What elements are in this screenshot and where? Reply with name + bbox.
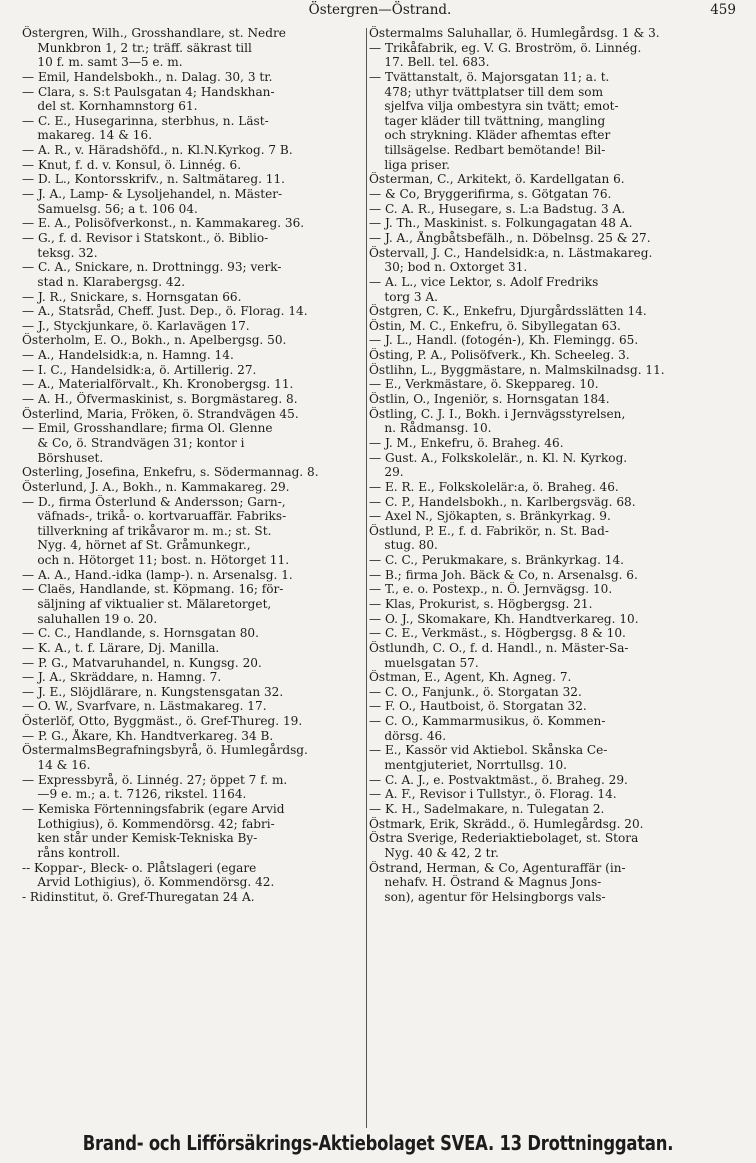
directory-entry-line: Österholm, E. O., Bokh., n. Apelbergsg. 50. [22,333,287,348]
directory-entry-line: Östrand, Herman, & Co, Agenturaffär (in- [369,860,626,875]
directory-entry-line: — A. H., Öfvermaskinist, s. Borgmästareg. 8. [22,392,298,407]
directory-entry-line: dörsg. 46. [369,728,447,743]
directory-entry-line: —9 e. m.; a. t. 7126, rikstel. 1164. [22,787,247,802]
directory-entry-line: 14 & 16. [22,758,91,773]
directory-entry-line: — C. A. R., Husegare, s. L:a Badstug. 3 A. [369,201,626,216]
directory-entry-line: Börshuset. [22,450,104,465]
directory-entry-line: — A., Statsråd, Cheff. Just. Dep., ö. Florag. 14. [22,304,308,319]
directory-entry-line: och n. Hötorget 11; bost. n. Hötorget 11. [22,553,290,568]
directory-entry-line: Östlihn, L., Byggmästare, n. Malmskilnadsg. 11. [369,362,665,377]
directory-entry-line: -- Koppar-, Bleck- o. Plåtslageri (egare [22,860,257,875]
directory-entry-line: — Axel N., Sjökapten, s. Bränkyrkag. 9. [369,509,611,524]
directory-entry-line: — B.; firma Joh. Bäck & Co, n. Arsenalsg. 6. [369,567,638,582]
directory-entry-line: Osterling, Josefina, Enkefru, s. Södermannag. 8. [22,465,319,480]
directory-entry-line: Österlöf, Otto, Byggmäst., ö. Gref-Thureg. 19. [22,714,303,729]
directory-entry-line: liga priser. [369,157,450,172]
directory-entry-line: — E. A., Polisöfverkonst., n. Kammakareg. 36. [22,216,305,231]
directory-entry-line: — T., e. o. Postexp., n. Ö. Jernvägsg. 10. [369,582,613,597]
directory-entry-line: — I. C., Handelsidk:a, ö. Artillerig. 27. [22,362,257,377]
directory-entry-line: sjelfva vilja ombestyra sin tvätt; emot- [369,99,619,114]
directory-entry-line: Östmark, Erik, Skrädd., ö. Humlegårdsg. 20. [369,816,644,831]
directory-entry-line: — A. A., Hand.-idka (lamp-). n. Arsenalsg. 1. [22,567,293,582]
directory-entry-line: teksg. 32. [22,245,98,260]
directory-entry-line: Österman, C., Arkitekt, ö. Kardellgatan 6. [369,172,625,187]
directory-entry-line: Nyg. 40 & 42, 2 tr. [369,845,499,860]
directory-entry-line: — Klas, Prokurist, s. Högbergsg. 21. [369,596,593,611]
directory-entry-line: n. Rådmansg. 10. [369,421,492,436]
directory-entry-line: — Tvättanstalt, ö. Majorsgatan 11; a. t. [369,69,610,84]
directory-entry-line: — Emil, Handelsbokh., n. Dalag. 30, 3 tr. [22,69,273,84]
directory-entry-line: — E., Kassör vid Aktiebol. Skånska Ce- [369,743,608,758]
directory-entry-line: — E. R. E., Folkskolelär:a, ö. Braheg. 46. [369,479,619,494]
directory-entry-line: — C. O., Fanjunk., ö. Storgatan 32. [369,684,582,699]
column-divider [366,28,367,1128]
directory-entry-line: 10 f. m. samt 3—5 e. m. [22,55,183,70]
footer-advert: Brand- och Lifförsäkrings-Aktiebolaget SVEA. 13 Drottninggatan. [82,1131,674,1155]
directory-entry-line: — Clara, s. S:t Paulsgatan 4; Handskhan- [22,84,275,99]
directory-entry-line: — O. J., Skomakare, Kh. Handtverkareg. 10. [369,611,639,626]
directory-entry-line: Nyg. 4, hörnet af St. Gråmunkegr., [22,538,251,553]
directory-entry-line: Österlund, J. A., Bokh., n. Kammakareg. 29. [22,479,290,494]
directory-entry-line: — P. G., Åkare, Kh. Handtverkareg. 34 B. [22,728,274,743]
directory-entry-line: — A. R., v. Häradshöfd., n. Kl.N.Kyrkog. 7 B. [22,143,293,158]
directory-entry-line: — A., Materialförvalt., Kh. Kronobergsg. 11. [22,377,294,392]
directory-entry-line: — E., Verkmästare, ö. Skeppareg. 10. [369,377,599,392]
directory-entry-line: ÖstermalmsBegrafningsbyrå, ö. Humlegårdsg. [22,743,308,758]
directory-entry-line: Östgren, C. K., Enkefru, Djurgårdsslätten 14. [369,304,647,319]
directory-entry-line: — Emil, Grosshandlare; firma Ol. Glenne [22,421,273,436]
directory-entry-line: — Gust. A., Folkskolelär., n. Kl. N. Kyrkog. [369,450,628,465]
directory-entry-line: - Ridinstitut, ö. Gref-Thuregatan 24 A. [22,889,255,904]
directory-entry-line: Samuelsg. 56; a t. 106 04. [22,201,198,216]
directory-entry-line: — A., Handelsidk:a, n. Hamng. 14. [22,348,234,363]
directory-entry-line: tillverkning af trikåvaror m. m.; st. St. [22,523,272,538]
directory-entry-line: — Kemiska Förtenningsfabrik (egare Arvid [22,801,285,816]
running-title: Östergren—Östrand. [308,2,452,18]
directory-entry-line: — C. O., Kammarmusikus, ö. Kommen- [369,714,606,729]
directory-entry-line: & Co, ö. Strandvägen 31; kontor i [22,435,245,450]
directory-entry-line: säljning af viktualier st. Mälaretorget, [22,596,272,611]
directory-entry-line: Östin, M. C., Enkefru, ö. Sibyllegatan 63. [369,318,621,333]
directory-entry-line: — K. A., t. f. Lärare, Dj. Manilla. [22,640,220,655]
directory-entry-line: — C. A., Snickare, n. Drottningg. 93; verk- [22,260,282,275]
directory-entry-line: saluhallen 19 o. 20. [22,611,158,626]
directory-entry-line: Östlundh, C. O., f. d. Handl., n. Mäster-Sa- [369,640,629,655]
directory-entry-line: 17. Bell. tel. 683. [369,55,490,70]
directory-entry-line: — C. P., Handelsbokh., n. Karlbergsväg. 68. [369,494,636,509]
directory-entry-line: — O. W., Svarfvare, n. Lästmakareg. 17. [22,699,267,714]
directory-entry-line: — J. L., Handl. (fotogén-), Kh. Flemingg. 65. [369,333,639,348]
directory-entry-line: Östergren, Wilh., Grosshandlare, st. Nedre [22,26,286,40]
directory-entry-line: — D. L., Kontorsskrifv., n. Saltmätareg. 11. [22,172,286,187]
directory-entry-line: och strykning. Kläder afhemtas efter [369,128,611,143]
directory-entry-line: — C. E., Husegarinna, sterbhus, n. Läst- [22,113,269,128]
directory-entry-line: torg 3 A. [369,289,439,304]
directory-entry-line: — J., Styckjunkare, ö. Karlavägen 17. [22,318,250,333]
directory-entry-line: del st. Kornhamnstorg 61. [22,99,198,114]
directory-entry-line: råns kontroll. [22,845,121,860]
directory-entry-line: — Knut, f. d. v. Konsul, ö. Linnég. 6. [22,157,242,172]
directory-entry-line: — D., firma Österlund & Andersson; Garn-, [22,494,286,509]
directory-entry-line: Arvid Lothigius), ö. Kommendörsg. 42. [22,875,275,890]
directory-entry-line: Östermalms Saluhallar, ö. Humlegårdsg. 1 & 3. [369,26,660,40]
directory-entry-line: — Expressbyrå, ö. Linnég. 27; öppet 7 f. m. [22,772,288,787]
directory-entry-line: — P. G., Matvaruhandel, n. Kungsg. 20. [22,655,262,670]
directory-entry-line: — K. H., Sadelmakare, n. Tulegatan 2. [369,801,605,816]
directory-entry-line: muelsgatan 57. [369,655,479,670]
directory-entry-line: 478; uthyr tvättplatser till dem som [369,84,604,99]
directory-entry-line: — C. C., Handlande, s. Hornsgatan 80. [22,626,259,641]
directory-entry-line: nehafv. H. Östrand & Magnus Jons- [369,875,602,890]
directory-entry-line: Östervall, J. C., Handelsidk:a, n. Lästmakareg. [369,245,653,260]
directory-entry-line: Östlin, O., Ingeniör, s. Hornsgatan 184. [369,392,610,407]
directory-entry-line: Lothigius), ö. Kommendörsg. 42; fabri- [22,816,275,831]
directory-entry-line: makareg. 14 & 16. [22,128,153,143]
directory-entry-line: stug. 80. [369,538,438,553]
directory-entry-line: väfnads-, trikå- o. kortvaruaffär. Fabriks- [22,509,287,524]
directory-entry-line: — Claës, Handlande, st. Köpmang. 16; för- [22,582,284,597]
directory-entry-line: Österlind, Maria, Fröken, ö. Strandvägen 45. [22,406,299,421]
directory-entry-line: — C. E., Verkmäst., s. Högbergsg. 8 & 10. [369,626,626,641]
directory-entry-line: — J. M., Enkefru, ö. Braheg. 46. [369,435,564,450]
directory-entry-line: Östra Sverige, Rederiaktiebolaget, st. Stora [369,831,639,846]
directory-entry-line: — J. A., Ångbåtsbefälh., n. Döbelnsg. 25 & 27. [369,230,651,245]
directory-entry-line: — C. A. J., e. Postvaktmäst., ö. Braheg. 29. [369,772,628,787]
directory-entry-line: — J. A., Skräddare, n. Hamng. 7. [22,670,222,685]
directory-entry-line: — G., f. d. Revisor i Statskont., ö. Biblio- [22,230,269,245]
directory-entry-line: — A. F., Revisor i Tullstyr., ö. Florag. 14. [369,787,617,802]
directory-entry-line: Östling, C. J. I., Bokh. i Jernvägsstyrelsen, [369,406,626,421]
directory-entry-line: tager kläder till tvättning, mangling [369,113,606,128]
page-header [24,2,736,24]
directory-entry-line: 29. [369,465,404,480]
directory-entry-line: stad n. Klarabergsg. 42. [22,274,186,289]
directory-entry-line: tillsägelse. Redbart bemötande! Bil- [369,143,606,158]
directory-entry-line: — J. E., Slöjdlärare, n. Kungstensgatan 32. [22,684,284,699]
directory-entry-line: — C. C., Perukmakare, s. Bränkyrkag. 14. [369,553,625,568]
directory-entry-line: — J. R., Snickare, s. Hornsgatan 66. [22,289,242,304]
directory-entry-line: 30; bod n. Oxtorget 31. [369,260,528,275]
directory-entry-line: — J. Th., Maskinist. s. Folkungagatan 48 A. [369,216,633,231]
directory-entry-line: mentgjuteriet, Norrtullsg. 10. [369,758,567,773]
directory-entry-line: Östing, P. A., Polisöfverk., Kh. Scheeleg. 3. [369,348,630,363]
directory-entry-line: ken står under Kemisk-Tekniska By- [22,831,258,846]
directory-entry-line: — Trikåfabrik, eg. V. G. Broström, ö. Linnég. [369,40,642,55]
directory-entry-line: — & Co, Bryggerifirma, s. Götgatan 76. [369,187,612,202]
directory-entry-line: — F. O., Hautboist, ö. Storgatan 32. [369,699,587,714]
directory-entry-line: — J. A., Lamp- & Lysoljehandel, n. Mäster- [22,187,283,202]
directory-entry-line: son), agentur för Helsingborgs vals- [369,889,606,904]
directory-entry-line: Östman, E., Agent, Kh. Agneg. 7. [369,670,572,685]
page-number: 459 [710,2,736,18]
directory-entry-line: Munkbron 1, 2 tr.; träff. säkrast till [22,40,252,55]
directory-entry-line: — A. L., vice Lektor, s. Adolf Fredriks [369,274,599,289]
directory-entry-line: Östlund, P. E., f. d. Fabrikör, n. St. Bad- [369,523,609,538]
right-column [369,26,739,904]
left-column [22,26,364,904]
